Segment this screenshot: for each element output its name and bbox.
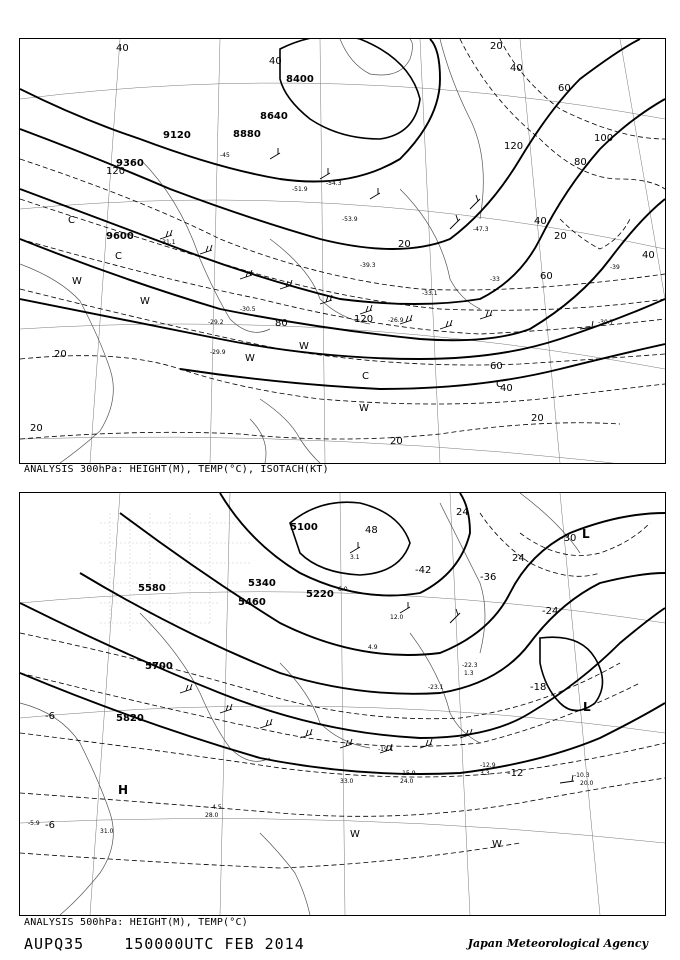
isotach-label: 120 [106,166,126,177]
height-label: 5340 [248,578,276,589]
temp-label: -47.3 [473,226,489,233]
isotach-label: 120 [354,314,374,325]
analysis-300hpa-map [19,38,666,464]
warm-symbol: W [350,829,360,840]
high-pressure-center: H [118,783,129,797]
station-value: 31.0 [100,828,114,835]
height-label: 9120 [163,130,191,141]
temp-label: -24 [542,606,559,617]
height-label: 5220 [306,589,334,600]
temp-label: 24 [512,553,525,564]
temp-label: -19.1 [378,746,394,753]
station-value: 33.0 [340,778,354,785]
temp-label: -18 [530,682,547,693]
temp-label: -22.3 [462,662,478,669]
graticule [20,493,665,915]
temp-label: -23.1 [428,684,444,691]
height-label: 5580 [138,583,166,594]
temp-label: -39.3 [360,262,376,269]
isotach-label: 20 [490,41,503,52]
isotach-label: 20 [554,231,567,242]
height-label: 8640 [260,111,288,122]
temp-label: -31.1 [160,239,176,246]
temp-label: -39 [610,264,620,271]
temp-label: -53.9 [342,216,358,223]
warm-symbol: W [299,341,309,352]
isotach-label: 20 [398,239,411,250]
temp-label: 48 [365,525,378,536]
analysis-500hpa-map [19,492,666,916]
caption-500hpa: ANALYSIS 500hPa: HEIGHT(M), TEMP(°C) [24,917,248,928]
station-value: 6.0 [338,586,348,593]
station-value: 4.9 [368,644,378,651]
height-label: 9360 [116,158,144,169]
height-label: 5100 [290,522,318,533]
temp-label: -6 [45,820,55,831]
temp-label: -6 [45,711,55,722]
temp-label: -10.3 [574,772,590,779]
map-500hpa-svg [20,493,665,915]
low-pressure-center: L [583,700,591,714]
isotach-label: 40 [642,250,655,261]
height-label: 5460 [238,597,266,608]
isotach-label: 100 [594,133,614,144]
bulletin-footer [24,935,305,953]
temp-label: -33 [490,276,500,283]
isotach-label: 120 [504,141,524,152]
map-300hpa-svg [20,39,665,463]
warm-symbol: W [359,403,369,414]
stipple-zone [100,513,250,633]
temp-label: -29.9 [210,349,226,356]
station-value: 3.3 [480,770,490,777]
warm-symbol: W [140,296,150,307]
temp-label: -42 [415,565,432,576]
height-label: 8400 [286,74,314,85]
isotach-label: 40 [116,43,129,54]
isotach-label: 40 [500,383,513,394]
temp-label: -15.9 [400,770,416,777]
isotach-label: 60 [540,271,553,282]
cold-symbol: C [496,379,503,390]
height-label: 5820 [116,713,144,724]
temp-label: -4.5 [210,804,222,811]
temp-label: -29.2 [208,319,224,326]
temp-label: 24 [456,507,469,518]
isotach-label: 60 [558,83,571,94]
isotach-label: 20 [531,413,544,424]
isotach-label: 80 [275,318,288,329]
cold-symbol: C [115,251,122,262]
temp-label: -12.9 [480,762,496,769]
station-value: 1.3 [464,670,474,677]
isotach-label: 20 [30,423,43,434]
valid-time: 150000UTC FEB 2014 [124,935,305,953]
warm-symbol: W [492,839,502,850]
station-value: 20.0 [580,780,594,787]
caption-300hpa: ANALYSIS 300hPa: HEIGHT(M), TEMP(°C), ISOTACH(KT) [24,464,329,475]
temp-label: -26.9 [388,317,404,324]
isotach-label: 40 [510,63,523,74]
isotach-label: 40 [534,216,547,227]
temp-label: -51.9 [292,186,308,193]
temp-label: -30 [560,533,577,544]
temp-label: -12 [507,768,524,779]
temp-label: -30.7 [598,319,614,326]
station-value: 24.0 [400,778,414,785]
station-value: 3.1 [350,554,360,561]
wind-barbs [180,542,574,783]
station-value: 12.0 [390,614,404,621]
isotach-label: 40 [269,56,282,67]
cold-symbol: C [68,215,75,226]
isotach-label: 60 [490,361,503,372]
temp-label: -54.3 [326,180,342,187]
cold-symbol: C [362,371,369,382]
station-value: 28.0 [205,812,219,819]
height-label: 9600 [106,231,134,242]
temp-label: -30.5 [240,306,256,313]
bulletin-id: AUPQ35 [24,935,85,953]
low-pressure-center: L [582,527,590,541]
isotach-label: 80 [574,157,587,168]
temp-label: -45 [220,152,230,159]
isotach-label: 20 [390,436,403,447]
temp-label: -33.1 [422,290,438,297]
height-label: 5700 [145,661,173,672]
temp-label: -36 [480,572,497,583]
agency-name: Japan Meteorological Agency [467,937,648,950]
warm-symbol: W [245,353,255,364]
warm-symbol: W [72,276,82,287]
temp-label: -5.9 [28,820,40,827]
isotach-label: 20 [54,349,67,360]
height-label: 8880 [233,129,261,140]
